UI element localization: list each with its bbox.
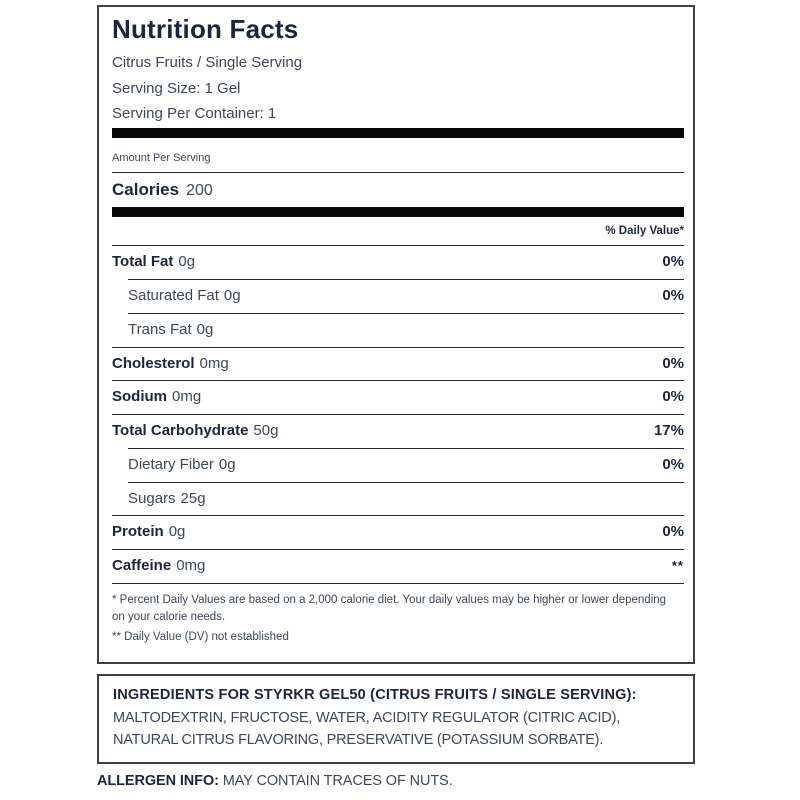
nutrient-row-total-carbohydrate [112,415,684,448]
ingredients-heading: INGREDIENTS FOR STYRKR GEL50 (CITRUS FRUITS / SINGLE SERVING): [113,687,637,703]
nutrient-label: Dietary Fiber [128,455,214,473]
nutrient-label: Cholesterol [112,354,195,372]
nutrient-row-dietary-fiber [112,449,684,482]
nutrient-daily-value: 0% [662,388,684,406]
footnote-dv-not-established: ** Daily Value (DV) not established [112,631,289,644]
nutrient-amount: 0g [218,455,236,473]
nutrient-amount: 0g [178,253,196,271]
thick-rule-top [112,128,684,138]
nutrient-row-total-fat [112,246,684,279]
nutrient-row-trans-fat [112,314,684,347]
footnotes [112,584,684,647]
calories-label: Calories [112,180,180,200]
nutrient-row-caffeine [112,550,684,583]
serving-size-line: Serving Size: 1 Gel [112,79,241,97]
nutrition-facts-title: Nutrition Facts [112,14,299,44]
nutrient-daily-value: ** [671,558,684,574]
nutrient-amount: 0mg [199,354,229,372]
daily-value-header: % Daily Value* [605,225,684,238]
calories-row [112,173,684,207]
nutrient-amount: 0g [168,523,186,541]
thick-rule-calories [112,207,684,217]
nutrient-row-sugars [112,483,684,516]
ingredients-panel [97,674,695,764]
nutrient-label: Saturated Fat [128,287,219,305]
ingredients-list: MALTODEXTRIN, FRUCTOSE, WATER, ACIDITY REGULATOR (CITRIC ACID), NATURAL CITRUS FLAVORING, PRESERVATIVE (POTASSIUM SORBATE). [113,709,621,748]
nutrient-amount: 0mg [176,557,206,575]
nutrient-label: Total Carbohydrate [112,422,249,440]
flavor-serving-line: Citrus Fruits / Single Serving [112,53,303,71]
nutrient-row-sodium [112,381,684,414]
nutrient-daily-value: 0% [662,523,684,541]
amount-per-serving-label: Amount Per Serving [112,152,211,165]
nutrient-label: Trans Fat [128,320,192,338]
nutrient-daily-value: 17% [653,422,684,440]
nutrient-daily-value: 0% [662,354,684,372]
nutrient-row-cholesterol [112,348,684,381]
allergen-text: MAY CONTAIN TRACES OF NUTS. [222,773,453,789]
nutrient-label: Sugars [128,489,176,507]
nutrient-label: Protein [112,523,164,541]
nutrient-daily-value: 0% [662,455,684,473]
calories-value: 200 [186,182,213,200]
footnote-daily-values: * Percent Daily Values are based on a 2,000 calorie diet. Your daily values may be higher or lower depending on your calorie needs. [112,593,667,624]
allergen-info [97,771,453,791]
nutrient-row-saturated-fat [112,280,684,313]
nutrient-amount: 0mg [172,388,202,406]
allergen-label: ALLERGEN INFO: [97,773,219,789]
nutrition-facts-panel [97,5,695,664]
nutrient-amount: 25g [180,489,206,507]
nutrient-label: Total Fat [112,253,174,271]
nutrient-label: Caffeine [112,557,172,575]
nutrient-amount: 0g [196,320,214,338]
nutrient-daily-value: 0% [662,253,684,271]
nutrient-daily-value: 0% [662,287,684,305]
nutrient-amount: 0g [223,287,241,305]
nutrient-row-protein [112,516,684,549]
servings-per-container-line: Serving Per Container: 1 [112,105,277,123]
nutrient-amount: 50g [253,422,279,440]
nutrient-label: Sodium [112,388,167,406]
